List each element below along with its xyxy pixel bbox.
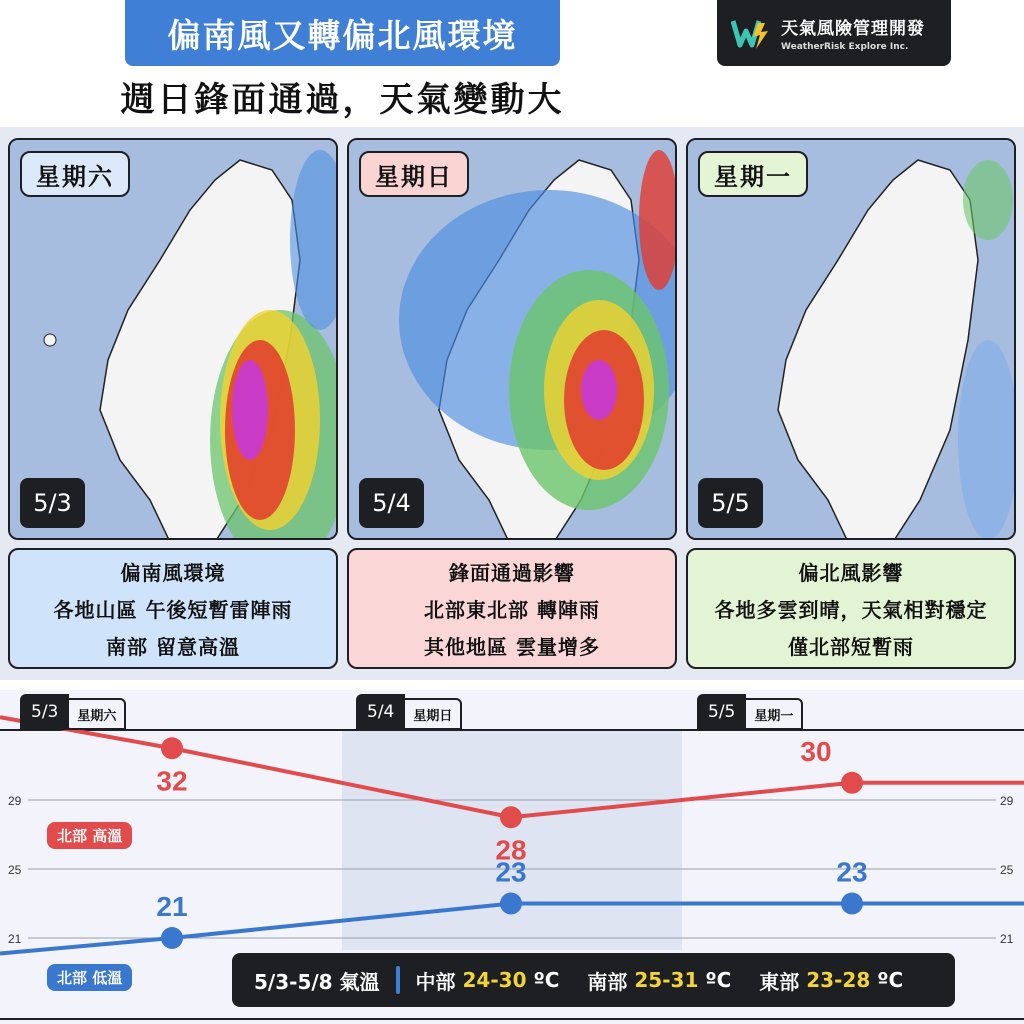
south-label: 南部 [587,969,628,994]
south-unit: ºC [705,968,732,992]
rain-map-monday [686,138,1016,540]
day-label-monday: 星期一 [698,151,808,197]
desc-line: 各地多雲到晴，天氣相對穩定 [714,598,988,622]
summary-separator [396,966,400,994]
central-value: 24-30 [462,968,527,992]
chart-tab-monday [697,694,803,730]
data-label: 32 [156,765,188,797]
data-label: 23 [495,856,527,888]
chart-tab-day: 星期六 [69,698,126,730]
legend-low-temp: 北部 低溫 [47,964,132,991]
desc-line: 北部東北部 轉陣雨 [424,598,600,622]
desc-line: 偏北風影響 [798,561,904,585]
data-point [841,772,863,794]
y-tick-label-left: 25 [8,863,22,877]
title-banner [125,0,560,66]
y-tick-label-right: 29 [1000,794,1014,808]
data-label: 30 [800,735,832,767]
data-point [161,927,183,949]
chart-tab-date: 5/4 [356,694,405,730]
desc-line: 偏南風環境 [120,561,226,585]
desc-line: 其他地區 雲量增多 [424,635,600,659]
weatherrisk-logo-icon [731,13,771,53]
forecast-desc-sunday [347,548,677,669]
date-label-sunday: 5/4 [359,478,424,528]
east-value: 23-28 [806,968,871,992]
central-label: 中部 [415,969,456,994]
day-label-saturday: 星期六 [20,151,130,197]
desc-line: 南部 留意高溫 [106,635,240,659]
temperature-summary-bar [232,953,955,1007]
forecast-desc-monday [686,548,1016,669]
date-label-monday: 5/5 [698,478,763,528]
page-title: 偏南風又轉偏北風環境 [167,15,518,55]
logo-subtext: WeatherRisk Explore Inc. [781,42,909,52]
central-unit: ºC [533,968,560,992]
y-tick-label-right: 25 [1000,863,1014,877]
data-point [841,893,863,915]
logo-name: 天氣風險管理開發 [781,19,925,39]
chart-tab-day: 星期日 [405,698,462,730]
data-point [500,806,522,828]
data-point [500,893,522,915]
day-label-sunday: 星期日 [359,151,469,197]
data-point [161,737,183,759]
chart-tab-sunday [356,694,462,730]
date-label-saturday: 5/3 [20,478,85,528]
legend-high-temp: 北部 高溫 [47,822,132,849]
south-value: 25-31 [634,968,699,992]
data-label: 23 [836,856,868,888]
summary-label: 5/3-5/8 氣溫 [254,969,380,994]
y-tick-label-left: 21 [8,932,22,946]
company-logo [717,0,951,66]
rain-map-sunday [347,138,677,540]
desc-line: 鋒面通過影響 [449,561,575,585]
east-label: 東部 [759,969,800,994]
east-unit: ºC [877,968,904,992]
y-tick-label-left: 29 [8,794,22,808]
chart-tab-day: 星期一 [746,698,803,730]
chart-tab-saturday [20,694,126,730]
data-label: 28 [495,834,527,866]
data-label: 21 [156,891,188,922]
rain-map-saturday [8,138,338,540]
page-subtitle: 週日鋒面通過，天氣變動大 [120,80,565,120]
chart-tab-date: 5/3 [20,694,69,730]
y-tick-label-right: 21 [1000,932,1014,946]
desc-line: 各地山區 午後短暫雷陣雨 [53,598,293,622]
desc-line: 僅北部短暫雨 [788,635,914,659]
chart-tab-date: 5/5 [697,694,746,730]
forecast-desc-saturday [8,548,338,669]
